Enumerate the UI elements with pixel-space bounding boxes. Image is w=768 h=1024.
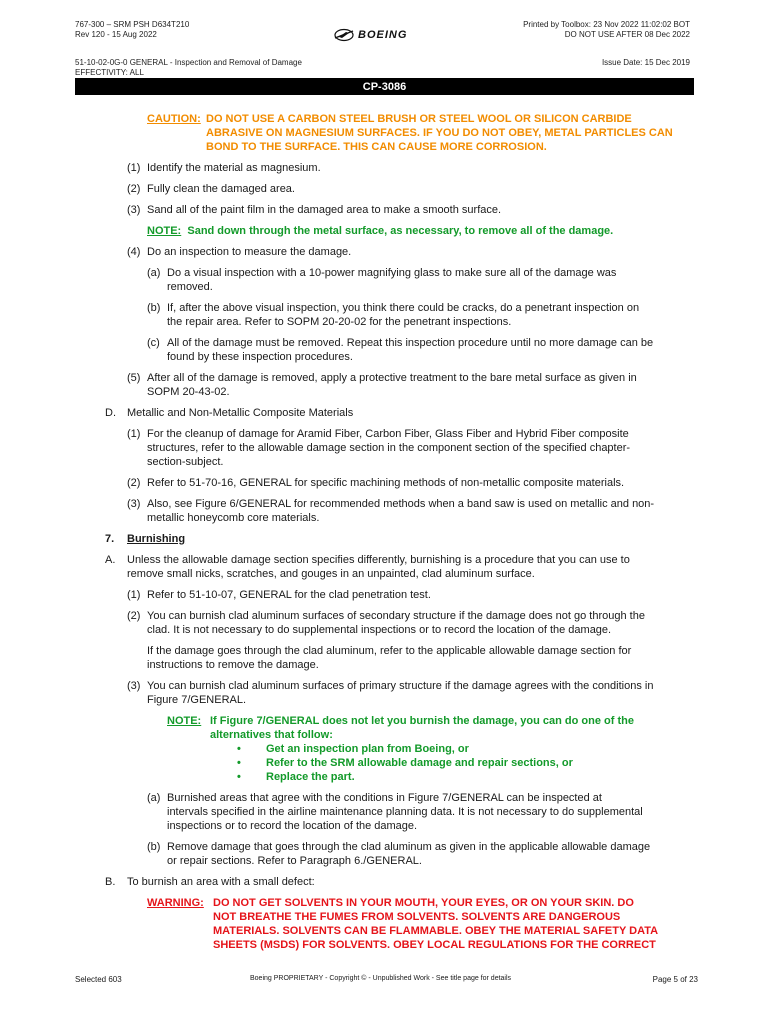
step-text: Sand all of the paint film in the damaged area to make a smooth surface. [147, 204, 502, 216]
substep-b [75, 301, 711, 329]
step-line: You can burnish clad aluminum surfaces of secondary structure if the damage does not go through the [147, 610, 645, 622]
step-line: section-subject. [147, 456, 224, 468]
bullet-text: Replace the part. [266, 771, 355, 783]
section-heading: Burnishing [127, 533, 186, 545]
bullet-glyph: • [237, 757, 241, 769]
warning-line: SHEETS (MSDS) FOR SOLVENTS. OBEY LOCAL REGULATIONS FOR THE CORRECT [213, 939, 656, 951]
caution-line: ABRASIVE ON MAGNESIUM SURFACES. IF YOU DO NOT OBEY, METAL PARTICLES CAN [206, 127, 673, 139]
substep-line: found by these inspection procedures. [167, 351, 353, 363]
document-id: 767-300 – SRM PSH D634T210 [75, 20, 190, 29]
boeing-logo [333, 27, 407, 43]
issue-date: Issue Date: 15 Dec 2019 [601, 58, 690, 67]
step-label: (1) [127, 162, 141, 174]
step-label: (2) [127, 477, 141, 489]
caution-block [75, 112, 711, 154]
subject-block [75, 58, 302, 78]
step-line: Figure 7/GENERAL. [147, 694, 247, 706]
substep-c [75, 336, 711, 364]
a-step-3 [75, 679, 711, 707]
substep-line: the repair area. Refer to SOPM 20-20-02 for the penetrant inspections. [167, 316, 512, 328]
footer-selected: Selected 603 [75, 975, 122, 984]
substep-label: (b) [147, 841, 161, 853]
boeing-wordmark: BOEING [358, 29, 408, 41]
step-text: Identify the material as magnesium. [147, 162, 321, 174]
substep-line: If, after the above visual inspection, you think there could be cracks, do a penetrant inspection on [167, 302, 640, 314]
note-line: If Figure 7/GENERAL does not let you burnish the damage, you can do one of the [210, 715, 634, 727]
substep-label: (b) [147, 302, 161, 314]
step-label: (3) [127, 680, 141, 692]
warning-line: MATERIALS. SOLVENTS CAN BE FLAMMABLE. OBEY THE MATERIAL SAFETY DATA [213, 925, 659, 937]
substep-line: Remove damage that goes through the clad aluminum as given in the applicable allowable damage [167, 841, 651, 853]
step-label: (2) [127, 183, 141, 195]
step-line: Also, see Figure 6/GENERAL for recommended methods when a band saw is used on metallic and non- [147, 498, 655, 510]
step-label: (1) [127, 589, 141, 601]
note-label: NOTE: [147, 225, 182, 237]
do-not-use-after: DO NOT USE AFTER 08 Dec 2022 [564, 30, 690, 39]
substep-label: (a) [147, 267, 161, 279]
step-label: (2) [127, 610, 141, 622]
bullet-text: Get an inspection plan from Boeing, or [266, 743, 469, 755]
step-2 [75, 182, 711, 196]
step-line: After all of the damage is removed, apply a protective treatment to the bare metal surface as given in [147, 372, 637, 384]
warning-line: NOT BREATHE THE FUMES FROM SOLVENTS. SOLVENTS ARE DANGEROUS [213, 911, 621, 923]
substep-line: or repair sections. Refer to Paragraph 6./GENERAL. [167, 855, 422, 867]
step-text: Fully clean the damaged area. [147, 183, 295, 195]
section-title: To burnish an area with a small defect: [127, 876, 315, 888]
section-d [75, 406, 711, 420]
step-line: clad. It is not necessary to do supplemental inspections or to record the location of the damage. [147, 624, 612, 636]
cp-banner: CP-3086 [75, 78, 694, 95]
section-7 [75, 532, 711, 546]
a3-substep-b [75, 840, 711, 868]
section-label: A. [105, 554, 116, 566]
caution-line: DO NOT USE A CARBON STEEL BRUSH OR STEEL WOOL OR SILICON CARBIDE [206, 113, 632, 125]
section-label: B. [105, 876, 116, 888]
step-line: For the cleanup of damage for Aramid Fiber, Carbon Fiber, Glass Fiber and Hybrid Fiber composite [147, 428, 629, 440]
section-a [75, 553, 711, 581]
step-label: (4) [127, 246, 141, 258]
caution-label: CAUTION: [147, 113, 201, 125]
page-content [75, 112, 711, 959]
step-line: structures, refer to the allowable damage section in the component section of the specified chapter- [147, 442, 631, 454]
a3-substep-a [75, 791, 711, 833]
section-number: 7. [105, 533, 115, 545]
bullet-glyph: • [237, 771, 241, 783]
a-step-2-paragraph [75, 644, 711, 672]
step-line: SOPM 20-43-02. [147, 386, 230, 398]
print-info [523, 20, 690, 40]
boeing-emblem-icon [333, 28, 355, 42]
caution-line: BOND TO THE SURFACE. THIS CAN CAUSE MORE CORROSION. [206, 141, 547, 153]
note-bullet [75, 756, 711, 770]
note-line: alternatives that follow: [210, 729, 333, 741]
substep-label: (c) [147, 337, 160, 349]
d-item-2 [75, 476, 711, 490]
substep-line: Do a visual inspection with a 10-power magnifying glass to make sure all of the damage was [167, 267, 617, 279]
step-text: Do an inspection to measure the damage. [147, 246, 352, 258]
substep-line: removed. [167, 281, 213, 293]
step-5 [75, 371, 711, 399]
revision: Rev 120 - 15 Aug 2022 [75, 30, 157, 39]
note-label: NOTE: [167, 715, 202, 727]
warning-label: WARNING: [147, 897, 204, 909]
note-bullet [75, 742, 711, 756]
note-text: Sand down through the metal surface, as necessary, to remove all of the damage. [187, 225, 614, 237]
section-line: Unless the allowable damage section specifies differently, burnishing is a procedure that you can use to [127, 554, 630, 566]
a-step-2 [75, 609, 711, 637]
warning-block [75, 896, 711, 952]
substep-label: (a) [147, 792, 161, 804]
effectivity: EFFECTIVITY: ALL [75, 68, 144, 77]
step-line: You can burnish clad aluminum surfaces of primary structure if the damage agrees with the conditions in [147, 680, 654, 692]
section-b [75, 875, 711, 889]
substep-a [75, 266, 711, 294]
step-line: Refer to 51-70-16, GENERAL for specific machining methods of non-metallic composite materials. [147, 477, 625, 489]
substep-line: inspections or to record the location of the damage. [167, 820, 418, 832]
step-text: Refer to 51-10-07, GENERAL for the clad penetration test. [147, 589, 431, 601]
substep-line: All of the damage must be removed. Repeat this inspection procedure until no more damage can be [167, 337, 654, 349]
a-step-1 [75, 588, 711, 602]
subject-line: 51-10-02-0G-0 GENERAL - Inspection and Removal of Damage [75, 58, 302, 67]
bullet-glyph: • [237, 743, 241, 755]
step-4 [75, 245, 711, 259]
substep-line: intervals specified in the airline maintenance planning data. It is not necessary to do supplemental [167, 806, 643, 818]
substep-line: Burnished areas that agree with the conditions in Figure 7/GENERAL can be inspected at [167, 792, 602, 804]
step-label: (3) [127, 204, 141, 216]
paragraph-line: instructions to remove the damage. [147, 659, 319, 671]
paragraph-line: If the damage goes through the clad aluminum, refer to the applicable allowable damage section for [147, 645, 632, 657]
footer-proprietary: Boeing PROPRIETARY - Copyright © - Unpublished Work - See title page for details [250, 975, 512, 982]
step-line: metallic honeycomb core materials. [147, 512, 320, 524]
note-bullet [75, 770, 711, 784]
step-label: (5) [127, 372, 141, 384]
printed-by: Printed by Toolbox: 23 Nov 2022 11:02:02 BOT [523, 20, 690, 29]
section-line: remove small nicks, scratches, and gouges in an unpainted, clad aluminum surface. [127, 568, 535, 580]
bullet-text: Refer to the SRM allowable damage and repair sections, or [266, 757, 573, 769]
footer-page-number: Page 5 of 23 [652, 975, 698, 984]
warning-line: DO NOT GET SOLVENTS IN YOUR MOUTH, YOUR EYES, OR ON YOUR SKIN. DO [213, 897, 634, 909]
note-burnish [75, 714, 711, 784]
d-item-1 [75, 427, 711, 469]
step-3 [75, 203, 711, 217]
step-label: (3) [127, 498, 141, 510]
d-item-3 [75, 497, 711, 525]
section-title: Metallic and Non-Metallic Composite Materials [127, 407, 354, 419]
document-id-block [75, 20, 189, 40]
note-sand [75, 224, 711, 238]
step-label: (1) [127, 428, 141, 440]
step-1 [75, 161, 711, 175]
section-label: D. [105, 407, 116, 419]
